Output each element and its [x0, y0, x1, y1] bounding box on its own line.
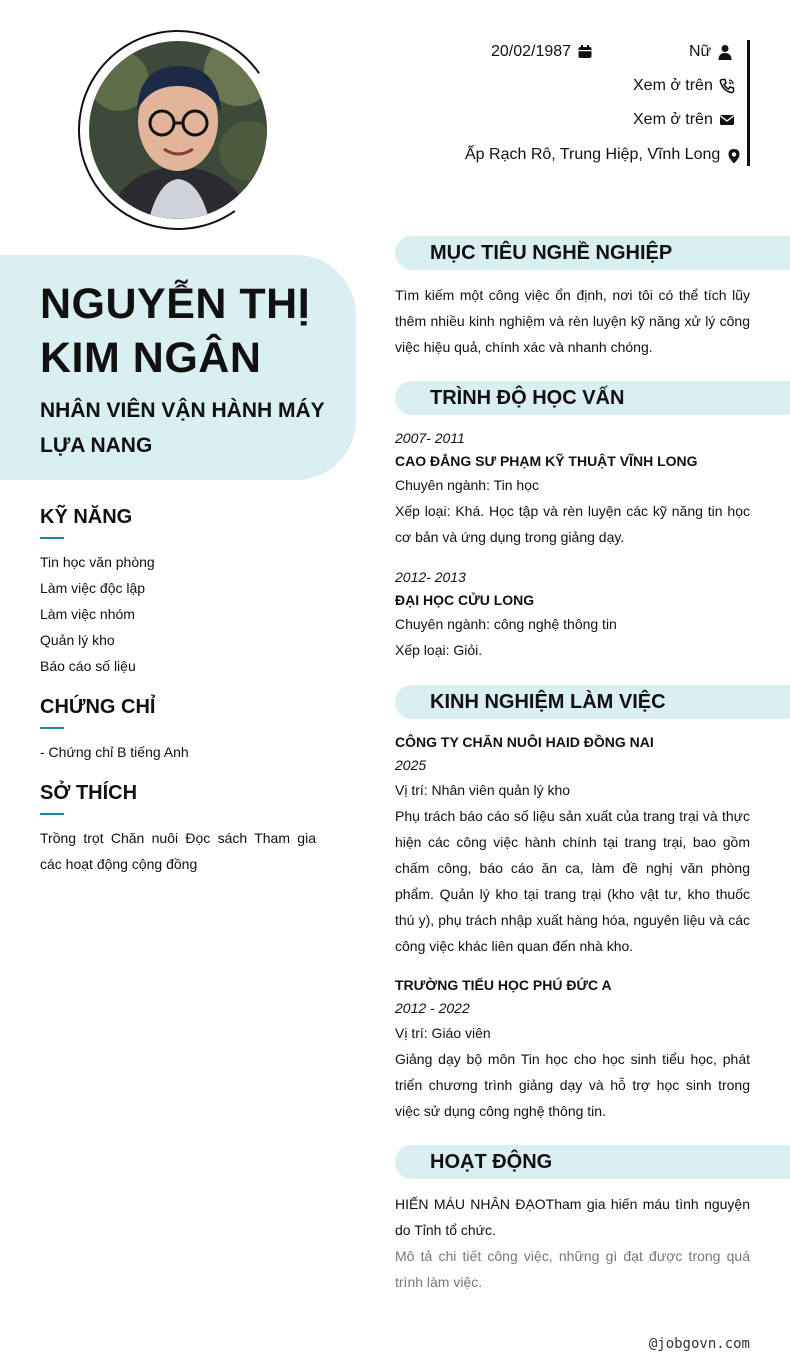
activities-placeholder: Mô tả chi tiết công việc, những gì đạt được trong quá trình làm việc. [395, 1248, 750, 1290]
objective-header [395, 236, 790, 270]
experience-title: KINH NGHIỆM LÀM VIỆC [430, 691, 666, 713]
edu-school: CAO ĐẲNG SƯ PHẠM KỸ THUẬT VĨNH LONG [395, 453, 698, 469]
edu-period: 2012- 2013 [395, 569, 466, 585]
exp-position: Vị trí: Nhân viên quản lý kho [395, 782, 571, 798]
edu-major: Chuyên ngành: Tin học [395, 477, 539, 493]
cert-item: - Chứng chỉ B tiếng Anh [40, 744, 189, 760]
skills-underline [40, 537, 64, 539]
skill-item: Làm việc nhóm [40, 606, 135, 622]
edu-period: 2007- 2011 [395, 430, 465, 446]
gender: Nữ [689, 43, 712, 60]
dob-row [491, 43, 593, 61]
objective-section [395, 282, 750, 360]
objective-text: Tìm kiếm một công việc ổn định, nơi tôi có thể tích lũy thêm nhiều kinh nghiệm và rèn luyện kỹ năng xử lý công việc hiệu quả, chính xác và nhanh chóng. [395, 287, 750, 355]
email-row [633, 111, 735, 129]
experience-item [395, 731, 750, 959]
exp-company: CÔNG TY CHĂN NUÔI HAID ĐỒNG NAI [395, 734, 654, 750]
job-line-1: NHÂN VIÊN VẬN HÀNH MÁY [40, 399, 325, 422]
experience-header [395, 685, 790, 719]
contact-divider [747, 40, 750, 166]
activities-title: HOẠT ĐỘNG [430, 1151, 553, 1173]
exp-period: 2025 [395, 757, 427, 773]
name-block [0, 255, 356, 480]
activities-text: HIẾN MÁU NHÂN ĐẠOTham gia hiến máu tình nguyện do Tỉnh tổ chức. [395, 1196, 750, 1238]
phone-row [633, 77, 735, 95]
edu-major: Chuyên ngành: công nghệ thông tin [395, 616, 617, 632]
skill-item: Làm việc độc lập [40, 580, 146, 596]
skill-item: Báo cáo số liệu [40, 658, 136, 674]
name-line-2: KIM NGÂN [40, 334, 262, 382]
education-header [395, 381, 790, 415]
edu-rank: Xếp loại: Khá. Học tập và rèn luyện các kỹ năng tin học cơ bản và ứng dụng trong giảng dạy. [395, 503, 750, 545]
education-item [395, 426, 750, 550]
hobbies-title: SỞ THÍCH [40, 782, 138, 804]
envelope-icon [719, 112, 735, 128]
edu-rank: Xếp loại: Giỏi. [395, 642, 483, 658]
experience-item [395, 974, 750, 1124]
phone-icon [719, 78, 735, 94]
skills-section [40, 506, 316, 679]
gender-row [689, 43, 733, 61]
person-icon [717, 44, 733, 60]
exp-desc: Giảng dạy bộ môn Tin học cho học sinh tiểu học, phát triển chương trình giảng dạy và hỗ trợ học sinh trong việc sử dụng công nghệ thông tin. [395, 1051, 750, 1119]
skill-item: Quản lý kho [40, 632, 115, 648]
exp-period: 2012 - 2022 [395, 1000, 470, 1016]
exp-company: TRƯỜNG TIỂU HỌC PHÚ ĐỨC A [395, 977, 612, 993]
skills-title: KỸ NĂNG [40, 506, 133, 528]
avatar [89, 41, 267, 219]
certs-underline [40, 727, 64, 729]
activities-section [395, 1191, 750, 1295]
education-item [395, 565, 750, 663]
edu-school: ĐẠI HỌC CỬU LONG [395, 592, 535, 608]
email: Xem ở trên [633, 111, 713, 128]
skill-item: Tin học văn phòng [40, 554, 155, 570]
hobbies-section [40, 782, 316, 877]
job-title [40, 393, 336, 463]
certs-section [40, 696, 316, 765]
address: Ấp Rạch Rô, Trung Hiệp, Vĩnh Long [465, 145, 721, 163]
job-line-2: LỰA NANG [40, 434, 153, 457]
exp-desc: Phụ trách báo cáo số liệu sản xuất của trang trại và thực hiện các công việc hành chính tại trang trại, bao gồm chấm công, báo cáo ăn ca, làm đề nghị văn phòng phẩm. Quản lý kho tại trang trại (kho vật tư, kho thuốc thú y), phụ trách nhập xuất hàng hóa, nguyên liệu và các công việc khác liên quan đến nhà kho. [395, 808, 750, 954]
phone: Xem ở trên [633, 77, 713, 94]
activities-header [395, 1145, 790, 1179]
hobbies-text: Trồng trọt Chăn nuôi Đọc sách Tham gia các hoạt động cộng đồng [40, 830, 316, 872]
hobbies-underline [40, 813, 64, 815]
exp-position: Vị trí: Giáo viên [395, 1025, 491, 1041]
education-title: TRÌNH ĐỘ HỌC VẤN [430, 387, 625, 409]
name-line-1: NGUYỄN THỊ [40, 280, 311, 328]
footer-watermark: @jobgovn.com [648, 1336, 750, 1352]
calendar-icon [577, 44, 593, 60]
location-pin-icon [726, 148, 742, 164]
certs-title: CHỨNG CHỈ [40, 696, 156, 718]
objective-title: MỤC TIÊU NGHỀ NGHIỆP [430, 242, 673, 264]
dob: 20/02/1987 [491, 43, 572, 60]
address-row [465, 145, 742, 164]
full-name [40, 277, 336, 385]
